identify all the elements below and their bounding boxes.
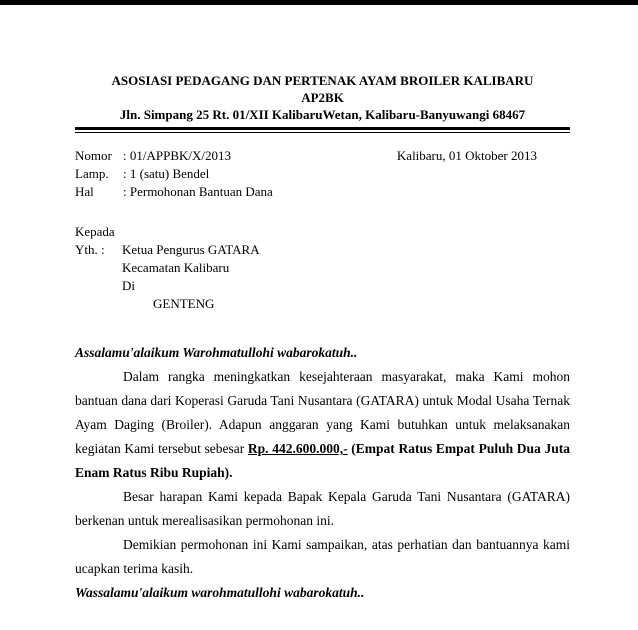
recipient-district: Kecamatan Kalibaru: [122, 260, 230, 275]
recipient-name: Ketua Pengurus GATARA: [122, 242, 260, 257]
recipient-city: GENTENG: [153, 296, 215, 311]
top-edge-bar: [0, 0, 638, 5]
addressee-block: [75, 223, 570, 313]
opening-salutation: Assalamu'alaikum Warohmatullohi wabarokatuh..: [75, 345, 358, 360]
letter-date: Kalibaru, 01 Oktober 2013: [396, 148, 537, 163]
yth-label: Yth. :: [75, 242, 105, 257]
letter-body: [75, 341, 570, 605]
recipient-di: Di: [122, 278, 135, 293]
nomor-label: Nomor: [75, 148, 112, 163]
yth-line: [75, 241, 570, 259]
nomor-value: : 01/APPBK/X/2013: [123, 148, 231, 163]
org-abbreviation: AP2BK: [301, 90, 344, 105]
letterhead-divider: [75, 127, 570, 133]
lamp-value: : 1 (satu) Bendel: [123, 166, 210, 181]
hal-label: Hal: [75, 184, 94, 199]
amount-value: Rp. 442.600.000,-: [247, 441, 348, 456]
paragraph-1-text: Dalam rangka meningkatkan kesejahteraan masyarakat, maka Kami mohon bantuan dana dari Koperasi Garuda Tani Nusantara (GATARA) untuk Modal Usaha Ternak Ayam Daging (Broiler). Adapun anggaran yang Kami butuhkan untuk melaksanakan kegiatan Kami tersebut sebesar: [75, 369, 570, 456]
lamp-label: Lamp.: [75, 166, 109, 181]
paragraph-3: Demikian permohonan ini Kami sampaikan, atas perhatian dan bantuannya kami ucapkan terima kasih.: [75, 537, 570, 576]
meta-row-lamp: [75, 165, 570, 183]
meta-row-hal: [75, 183, 570, 201]
amount-in-words: (Empat Ratus Empat Puluh Dua Juta Enam Ratus Ribu Rupiah).: [75, 441, 570, 480]
letter-meta: [75, 147, 570, 201]
letterhead: [75, 72, 570, 123]
paragraph-1: [75, 365, 570, 485]
kepada-line: Kepada: [75, 224, 115, 239]
paragraph-2: Besar harapan Kami kepada Bapak Kepala Garuda Tani Nusantara (GATARA) berkenan untuk merealisasikan permohonan ini.: [75, 489, 570, 528]
org-address: Jln. Simpang 25 Rt. 01/XII KalibaruWetan, Kalibaru-Banyuwangi 68467: [119, 107, 526, 122]
hal-value: : Permohonan Bantuan Dana: [123, 184, 273, 199]
closing-salutation: Wassalamu'alaikum warohmatullohi wabarokatuh..: [75, 585, 365, 600]
org-name: ASOSIASI PEDAGANG DAN PERTENAK AYAM BROILER KALIBARU: [111, 73, 534, 88]
